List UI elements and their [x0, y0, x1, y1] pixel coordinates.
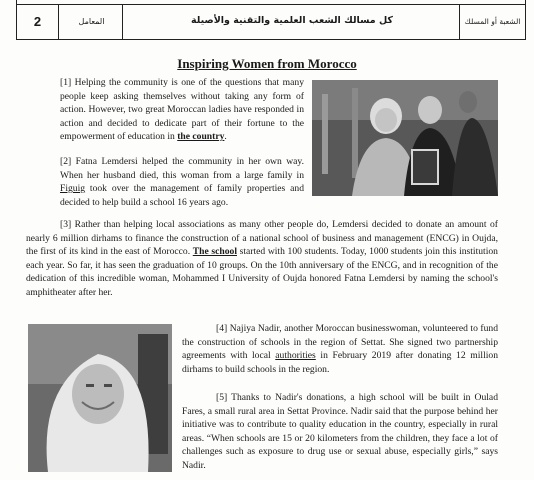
- branch-label: الشعبة أو المسلك: [459, 4, 525, 40]
- p4-text-end: in February 2019 after donating 12 million dirhams to build schools in the region.: [182, 350, 498, 375]
- p4-text: [4] Najiya Nadir, another Moroccan businesswoman, volunteered to fund the construction of schools in the region of Settat. She signed two partnership agreements with local: [182, 323, 498, 362]
- paragraph-2: [60, 155, 304, 209]
- coefficient-value: 2: [17, 4, 59, 40]
- p4-underlined: authorities: [275, 350, 316, 362]
- p3-underlined: The school: [192, 246, 237, 258]
- paragraph-1: [60, 76, 304, 144]
- paragraph-4: [182, 322, 498, 376]
- p3-text: [3] Rather than helping local associations as many other people do, Lemdersi decided to donate an amount of nearly 6 million dirhams to finance the construction of a national school of business and management (ENCG) in Oujda, the first of its kind in the east of Morocco.: [26, 219, 498, 258]
- paragraph-5: [5] Thanks to Nadir's donations, a high school will be built in Oulad Fares, a small rural area in Settat Province. Nadir said that the purpose behind her initiative was to contribute to quality education in the country, especially in rural areas. “When schools are 15 or 20 kilometers from the children, they face a lot of challenges such as exposure to drug use or sexual abuse, especially girls,” says Nadir.: [182, 392, 498, 471]
- paragraph-3: [26, 218, 498, 300]
- p2-text: [2] Fatna Lemdersi helped the community in her own way. When her husband died, this woman from a large family in: [60, 156, 304, 181]
- p2-underlined: Figuig: [60, 183, 86, 195]
- exam-header: [16, 0, 526, 40]
- article-title: [0, 56, 534, 72]
- p1-text: [1] Helping the community is one of the questions that many people keep asking themselves without taking any form of action. However, two great Moroccan ladies have responded in action and decided to dedicate part of their fortune to the empowerment of education in: [60, 77, 304, 143]
- p1-text-end: .: [224, 131, 227, 143]
- p1-underlined: the country: [177, 131, 225, 143]
- p3-text-end: started with 100 students. Today, 1000 students join this institution each year. So far, it has seen the graduation of 10 groups. On the 10th anniversary of the ENCG, and in recognition of the dedication of this incredible woman, Mohammed I University of Oujda honored Fatna Lemdersi by naming the school's amphitheater after her.: [26, 246, 498, 298]
- photo-najiya-nadir: [28, 324, 172, 472]
- p2-text-end: took over the management of family properties and decided to help build a school 16 years ago.: [60, 183, 304, 208]
- photo-portrait-image: [28, 324, 172, 472]
- article-title-text: Inspiring Women from Morocco: [177, 56, 357, 71]
- photo-fatna-lemdersi: [312, 80, 498, 196]
- photo-award-image: [312, 80, 498, 196]
- streams-label: كل مسالك الشعب العلمية والتقنية والأصيلة: [191, 15, 393, 26]
- coefficient-label: المعامل: [61, 4, 123, 40]
